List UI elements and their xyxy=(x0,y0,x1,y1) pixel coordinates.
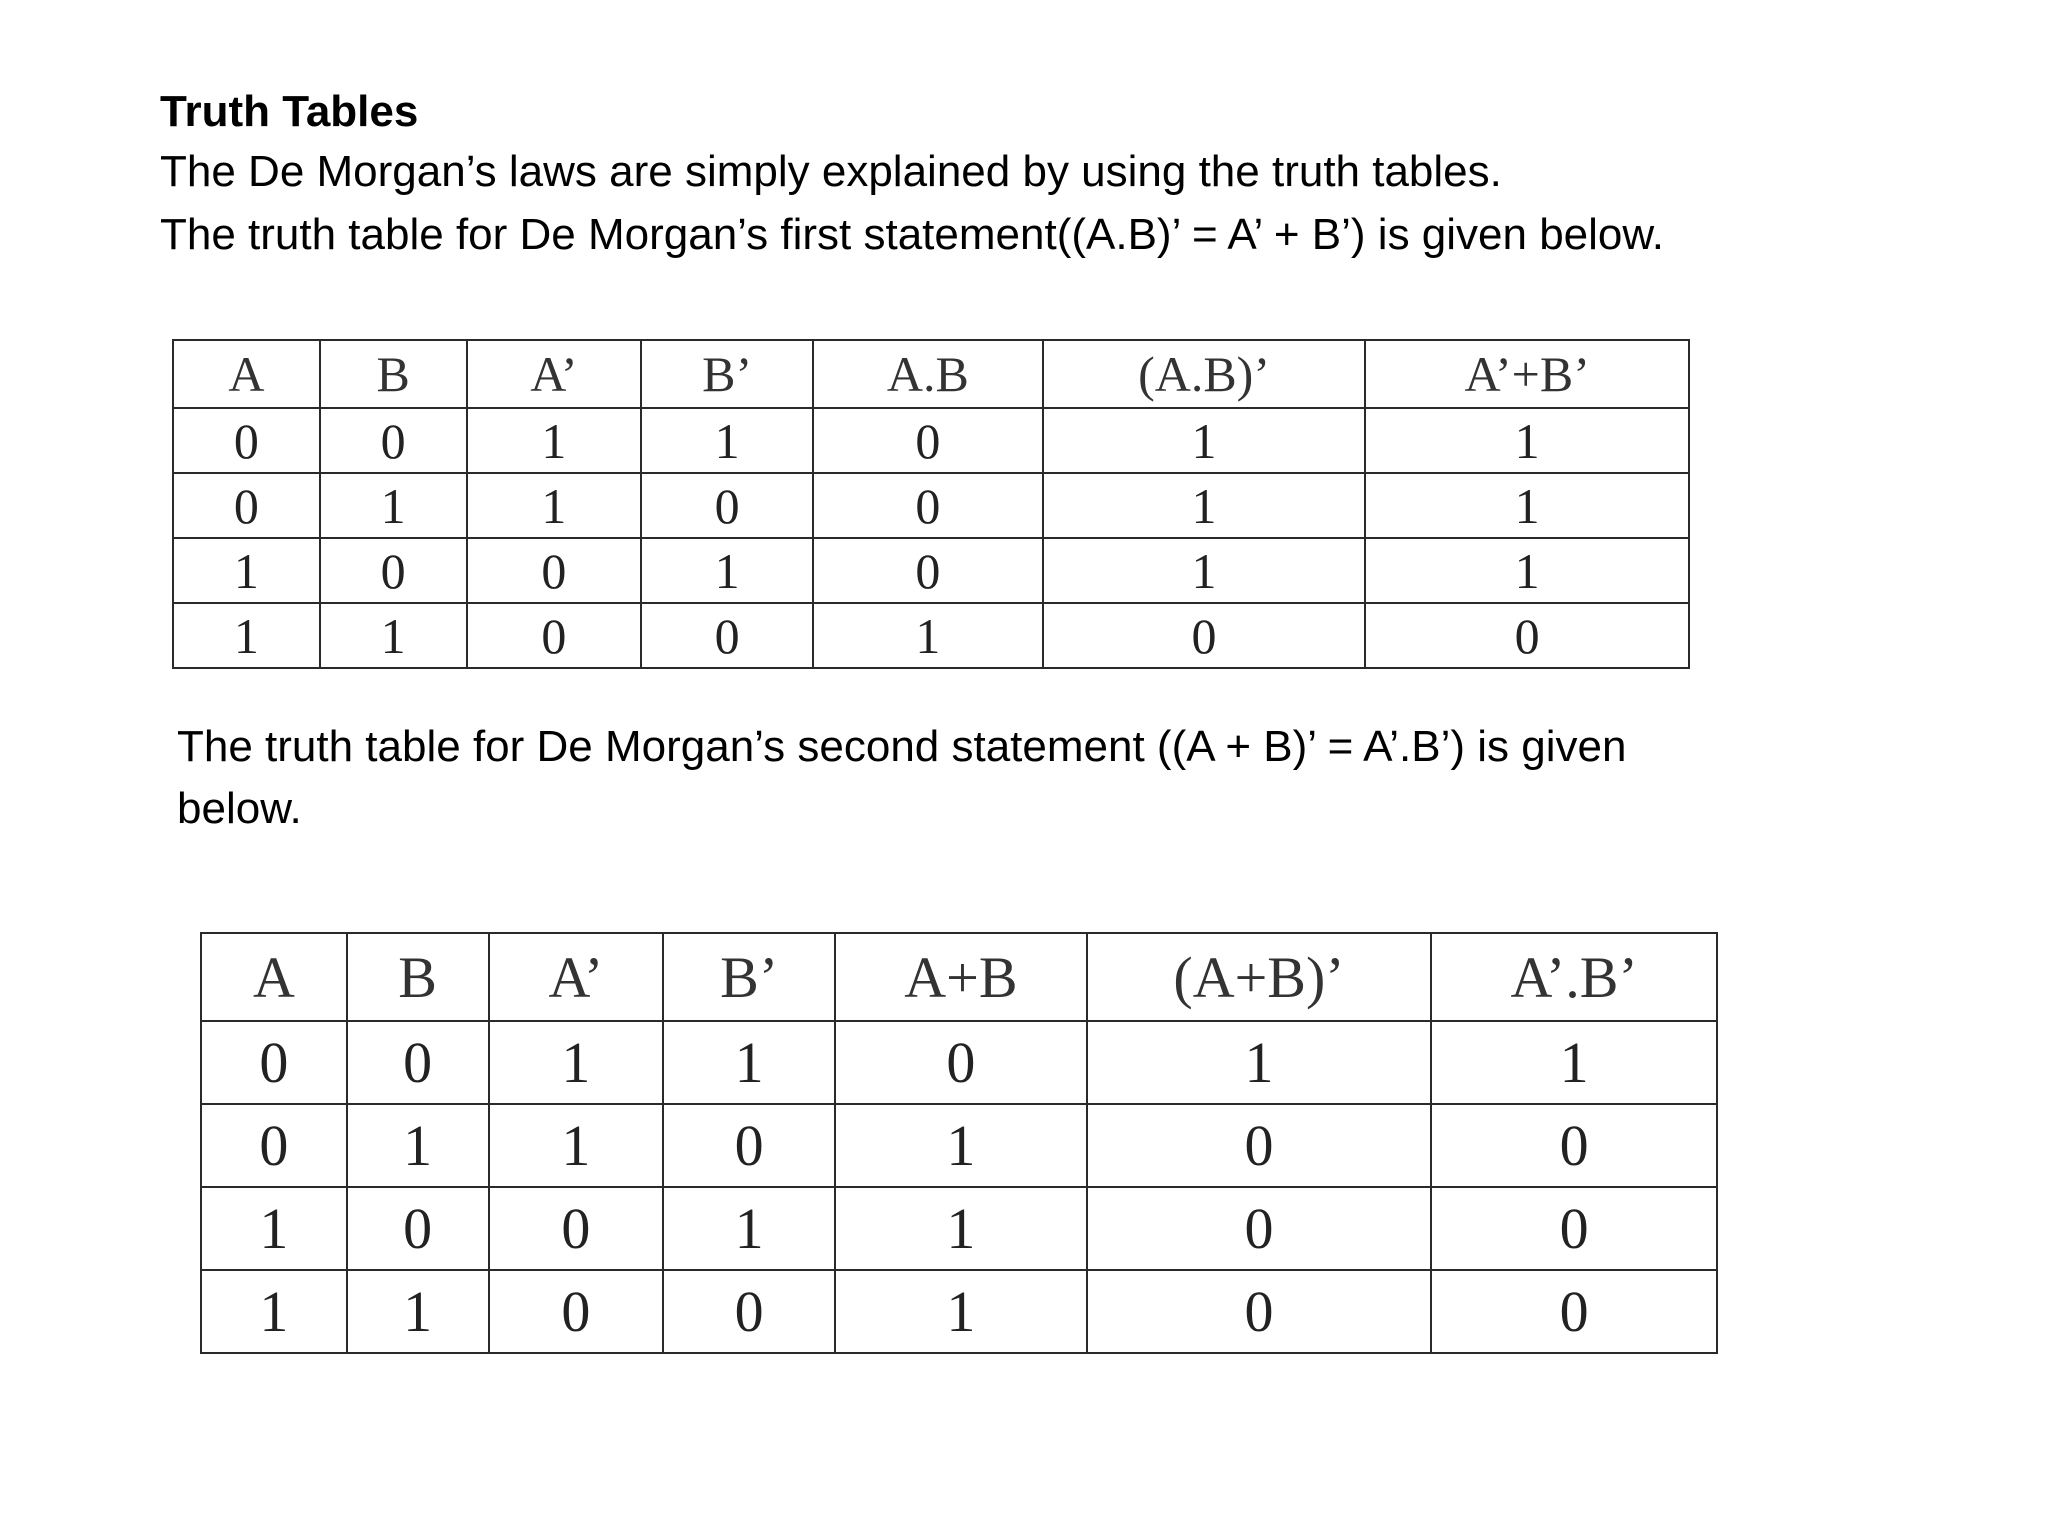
table-cell: 0 xyxy=(1365,603,1689,668)
table-cell: 1 xyxy=(320,473,467,538)
table-row xyxy=(201,1104,1717,1187)
table-cell: 0 xyxy=(641,473,813,538)
table-cell: 0 xyxy=(1087,1187,1432,1270)
table-cell: 1 xyxy=(1431,1021,1717,1104)
table-cell: 0 xyxy=(1087,1104,1432,1187)
table-header-row xyxy=(173,340,1689,408)
table-cell: 0 xyxy=(1431,1187,1717,1270)
table-row xyxy=(201,1270,1717,1353)
table-cell: 0 xyxy=(1087,1270,1432,1353)
table-cell: 1 xyxy=(813,603,1043,668)
table-cell: 0 xyxy=(813,473,1043,538)
table-cell: 0 xyxy=(173,473,320,538)
table-cell: 1 xyxy=(1043,538,1366,603)
column-header: B xyxy=(320,340,467,408)
table-cell: 0 xyxy=(489,1270,664,1353)
table-cell: 1 xyxy=(1043,408,1366,473)
column-header: A+B xyxy=(835,933,1087,1021)
table-cell: 0 xyxy=(641,603,813,668)
table-cell: 1 xyxy=(173,603,320,668)
column-header: A’.B’ xyxy=(1431,933,1717,1021)
table-cell: 1 xyxy=(347,1104,489,1187)
table-cell: 0 xyxy=(320,408,467,473)
table-cell: 1 xyxy=(1365,473,1689,538)
table-cell: 1 xyxy=(201,1187,347,1270)
table-cell: 1 xyxy=(201,1270,347,1353)
table-cell: 0 xyxy=(813,408,1043,473)
column-header: B’ xyxy=(641,340,813,408)
table-cell: 0 xyxy=(347,1187,489,1270)
table-cell: 1 xyxy=(1365,538,1689,603)
column-header: A’ xyxy=(467,340,642,408)
table-cell: 1 xyxy=(835,1270,1087,1353)
column-header: A’+B’ xyxy=(1365,340,1689,408)
table-cell: 1 xyxy=(347,1270,489,1353)
table-cell: 0 xyxy=(201,1021,347,1104)
table-row xyxy=(201,1021,1717,1104)
table-cell: 0 xyxy=(663,1104,835,1187)
table-cell: 0 xyxy=(489,1187,664,1270)
intro-line-2: The truth table for De Morgan’s first statement((A.B)’ = A’ + B’) is given below. xyxy=(160,210,1664,259)
table-row xyxy=(173,603,1689,668)
column-header: B’ xyxy=(663,933,835,1021)
table-cell: 0 xyxy=(1431,1270,1717,1353)
table-cell: 1 xyxy=(467,473,642,538)
intro-line-1: The De Morgan’s laws are simply explained by using the truth tables. xyxy=(160,147,1502,196)
table-row xyxy=(173,538,1689,603)
table-cell: 1 xyxy=(1365,408,1689,473)
column-header: (A+B)’ xyxy=(1087,933,1432,1021)
table-row xyxy=(173,408,1689,473)
column-header: A xyxy=(201,933,347,1021)
table-cell: 0 xyxy=(467,538,642,603)
column-header: A.B xyxy=(813,340,1043,408)
table-cell: 1 xyxy=(835,1104,1087,1187)
column-header: (A.B)’ xyxy=(1043,340,1366,408)
page-title: Truth Tables xyxy=(160,87,419,136)
column-header: A xyxy=(173,340,320,408)
table-cell: 1 xyxy=(1087,1021,1432,1104)
table-cell: 0 xyxy=(1431,1104,1717,1187)
table-cell: 1 xyxy=(641,408,813,473)
intro-text-block xyxy=(160,84,1960,266)
table-cell: 0 xyxy=(663,1270,835,1353)
table-cell: 0 xyxy=(1043,603,1366,668)
second-statement-text: The truth table for De Morgan’s second statement ((A + B)’ = A’.B’) is given below. xyxy=(177,722,1627,833)
table-cell: 0 xyxy=(835,1021,1087,1104)
table-cell: 1 xyxy=(320,603,467,668)
table-cell: 1 xyxy=(663,1021,835,1104)
truth-table-first-statement xyxy=(172,339,1690,669)
table-row xyxy=(173,473,1689,538)
table-cell: 1 xyxy=(489,1104,664,1187)
table-cell: 1 xyxy=(467,408,642,473)
table-cell: 1 xyxy=(489,1021,664,1104)
table-cell: 0 xyxy=(320,538,467,603)
column-header: B xyxy=(347,933,489,1021)
table-cell: 1 xyxy=(173,538,320,603)
table-row xyxy=(201,1187,1717,1270)
table-cell: 0 xyxy=(347,1021,489,1104)
table-header-row xyxy=(201,933,1717,1021)
table-cell: 0 xyxy=(467,603,642,668)
table-cell: 1 xyxy=(641,538,813,603)
truth-table-second-statement xyxy=(200,932,1718,1354)
table-cell: 0 xyxy=(173,408,320,473)
table-cell: 0 xyxy=(813,538,1043,603)
table-cell: 1 xyxy=(1043,473,1366,538)
table-cell: 1 xyxy=(835,1187,1087,1270)
column-header: A’ xyxy=(489,933,664,1021)
table-cell: 1 xyxy=(663,1187,835,1270)
table-cell: 0 xyxy=(201,1104,347,1187)
